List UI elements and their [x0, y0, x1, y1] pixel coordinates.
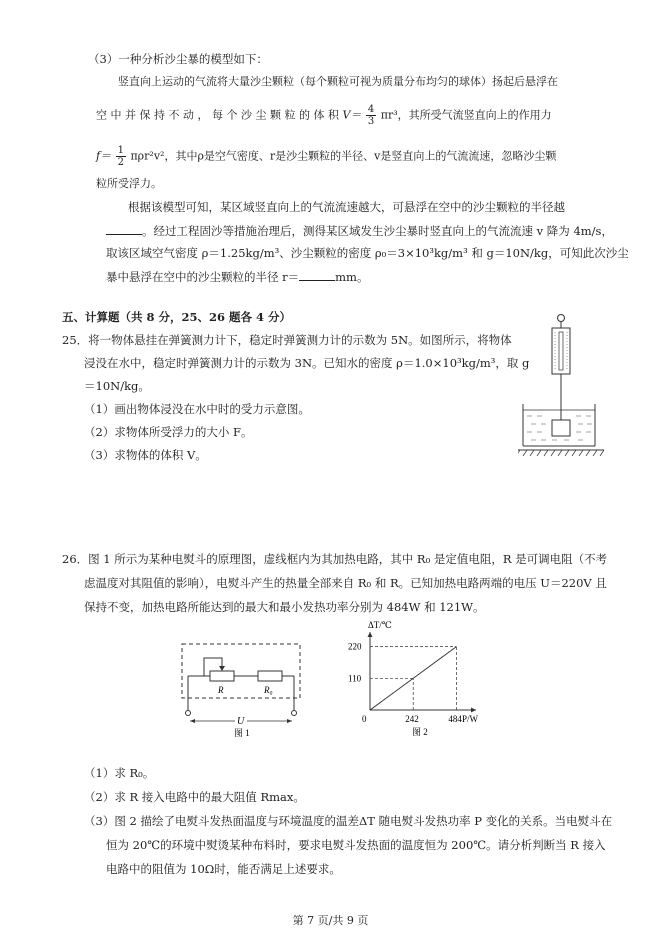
- model-line-4: 粒所受浮力。: [96, 177, 162, 190]
- q25-line-3: ＝10N/kg。: [84, 379, 150, 393]
- dt-vs-p-chart: [340, 618, 490, 738]
- q26-sub-3-line-2: 恒为 20℃的环境中熨烫某种布料时，要求电熨斗发热面的温度恒为 200℃。请分析判断当 R 接入: [106, 838, 606, 852]
- q24-3-heading: （3）一种分析沙尘暴的模型如下：: [88, 52, 268, 66]
- submerged-object: [552, 420, 570, 436]
- model-line-3: [96, 145, 556, 168]
- q26-sub-3-line-1: （3）图 2 描绘了电熨斗发热面温度与环境温度的温差ΔT 随电熨斗发热功率 P 变化的关系。当电熨斗在: [84, 814, 613, 828]
- fraction-one-half: [116, 145, 126, 168]
- chart-y-axis-label: ΔT/℃: [368, 620, 392, 630]
- figure-2-caption: 图 2: [412, 727, 428, 737]
- voltage-arrow-right-icon: [287, 719, 292, 723]
- q25-sub-2: （2）求物体所受浮力的大小 F。: [84, 425, 253, 439]
- spring-scale-beaker-figure: [518, 312, 604, 462]
- q24-paragraph-line-2-text: 。经过工程固沙等措施治理后，测得某区域发生沙尘暴时竖直向上的气流流速 v 降为 4m/s，: [142, 224, 613, 238]
- q25-sub-3: （3）求物体的体积 V。: [84, 448, 207, 462]
- q24-paragraph-line-4: [106, 268, 368, 285]
- terminal-right: [292, 711, 297, 716]
- chart-y-arrow-icon: [368, 632, 373, 637]
- chart-x-tick-484: 484: [448, 714, 462, 724]
- label-U: U: [237, 716, 245, 727]
- q24-paragraph-line-2: [106, 222, 613, 239]
- model-line-2: [96, 104, 552, 127]
- q24-paragraph-line-3: 取该区域空气密度 ρ＝1.25kg/m³、沙尘颗粒的密度 ρ₀＝3×10³kg/m³ 和 g＝10N/kg，可知此次沙尘: [106, 246, 629, 260]
- label-R0: R₀: [264, 685, 273, 695]
- hook-ring-icon: [558, 315, 565, 322]
- model-line-3-rest: πρr²v²，其中ρ是空气密度、r是沙尘颗粒的半径、v是竖直向上的气流流速，忽略沙尘颗: [130, 149, 557, 163]
- model-line-1: 竖直向上运动的气流将大量沙尘颗粒（每个颗粒可视为质量分布均匀的球体）扬起后悬浮在: [118, 75, 558, 88]
- force-symbol: f＝: [96, 149, 112, 163]
- model-line-2-rest: πr³，其所受气流竖直向上的作用力: [380, 108, 552, 122]
- q26-line-3: 保持不变，加热电路所能达到的最大和最小发热功率分别为 484W 和 121W。: [84, 600, 485, 614]
- resistor-R0: [258, 671, 282, 681]
- fraction-numerator: 4: [367, 104, 375, 115]
- terminal-left: [186, 711, 191, 716]
- q25-line-2: 浸没在水中，稳定时弹簧测力计的示数为 3N。已知水的密度 ρ＝1.0×10³kg/m³，取 g: [84, 356, 530, 370]
- q26-line-2: 虑温度对其阻值的影响），电熨斗产生的热量全部来自 R₀ 和 R。已知加热电路两端的电压 U＝220V 且: [84, 576, 607, 590]
- fraction-numerator: 1: [117, 145, 124, 156]
- chart-x-arrow-icon: [471, 708, 476, 713]
- slider-arrow-icon: [219, 666, 225, 671]
- q26-sub-3-line-3: 电路中的阻值为 10Ω时，能否满足上述要求。: [106, 862, 341, 876]
- chart-y-tick-220: 220: [348, 641, 362, 652]
- chart-y-tick-110: 110: [348, 673, 362, 684]
- section-five-title: 五、计算题（共 8 分，25、26 题各 4 分）: [62, 310, 292, 324]
- spring-scale-beaker-svg: [518, 312, 604, 462]
- q25-sub-1: （1）画出物体浸没在水中时的受力示意图。: [84, 402, 310, 416]
- chart-svg: [340, 618, 490, 738]
- q24-paragraph-line-1: 根据该模型可知，某区域竖直向上的气流流速越大，可悬浮在空中的沙尘颗粒的半径越: [128, 200, 565, 214]
- chart-x-tick-242: 242: [405, 714, 419, 724]
- voltage-arrow-left-icon: [190, 719, 195, 723]
- q26-sub-1: （1）求 R₀。: [84, 766, 155, 780]
- q24-paragraph-line-4-text: 暴中悬浮在空中的沙尘颗粒的半径 r＝: [106, 270, 300, 284]
- resistor-R: [210, 671, 234, 681]
- model-line-2-text: 空 中 并 保 持 不 动 ， 每 个 沙 尘 颗 粒 的 体 积: [96, 108, 339, 122]
- ground-hatch: [518, 450, 604, 456]
- fraction-denominator: 3: [367, 116, 375, 127]
- chart-ticks-group: [348, 642, 462, 724]
- label-R: R: [218, 685, 224, 695]
- fraction-four-thirds: [366, 104, 376, 127]
- fraction-denominator: 2: [117, 157, 124, 168]
- volume-symbol: V＝: [342, 108, 362, 122]
- figure-1-caption: 图 1: [234, 728, 250, 738]
- circuit-svg: [174, 636, 309, 740]
- answer-blank-1[interactable]: [106, 222, 142, 235]
- chart-x-axis-label: P/W: [462, 714, 479, 724]
- page-footer: 第 7 页/共 9 页: [292, 914, 369, 927]
- q24-paragraph-line-4-unit: mm。: [335, 270, 369, 284]
- answer-blank-2[interactable]: [299, 268, 335, 281]
- q26-sub-2: （2）求 R 接入电路中的最大阻值 Rmax。: [84, 790, 305, 804]
- q26-line-1: 26．图 1 所示为某种电熨斗的原理图，虚线框内为其加热电路，其中 R₀ 是定值电阻，R 是可调电阻（不考: [62, 552, 608, 566]
- circuit-figure: [174, 636, 309, 740]
- q25-line-1: 25．将一物体悬挂在弹簧测力计下，稳定时弹簧测力计的示数为 5N。如图所示，将物体: [62, 333, 512, 347]
- chart-origin-label: 0: [362, 714, 367, 724]
